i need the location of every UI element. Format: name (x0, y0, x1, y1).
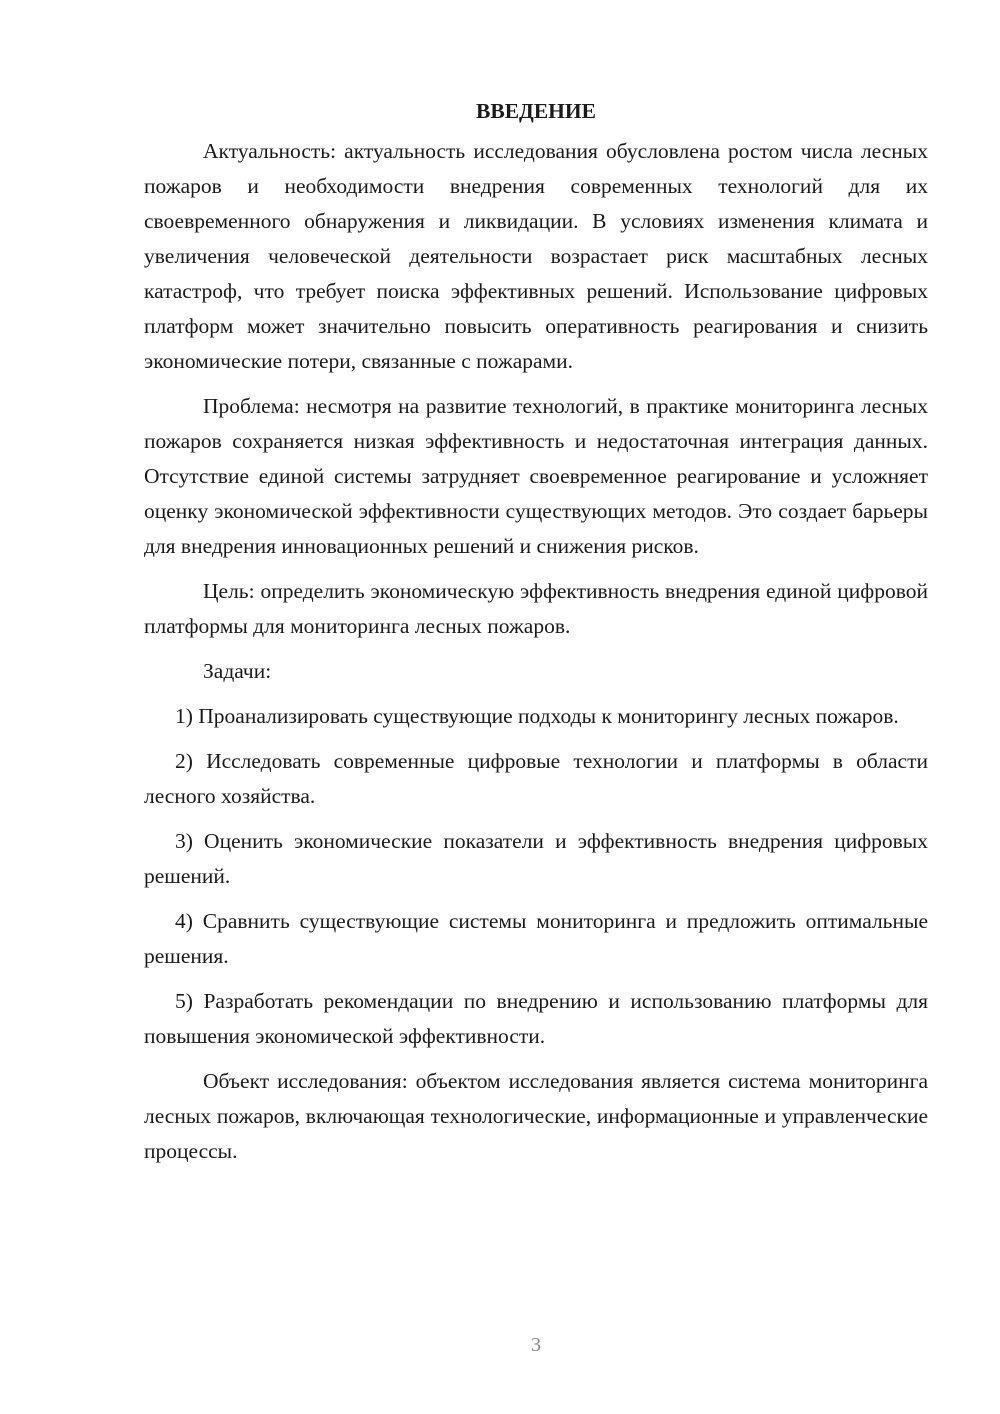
task-item-1: 1) Проанализировать существующие подходы к мониторингу лесных пожаров. (175, 704, 899, 728)
paragraph-relevance: Актуальность: актуальность исследования обусловлена ростом числа лесных пожаров и необходимости внедрения современных технологий для их своевременного обнаружения и ликвидации. В условиях изменения климата и увеличения человеческой деятельности возрастает риск масштабных лесных катастроф, что требует поиска эффективных решений. Использование цифровых платформ может значительно повысить оперативность реагирования и снизить экономические потери, связанные с пожарами. (144, 139, 928, 373)
task-item-4: 4) Сравнить существующие системы мониторинга и предложить оптимальные решения. (144, 909, 928, 968)
page-number: 3 (531, 1334, 541, 1356)
task-item-2: 2) Исследовать современные цифровые технологии и платформы в области лесного хозяйства. (144, 749, 928, 808)
task-item-3: 3) Оценить экономические показатели и эффективность внедрения цифровых решений. (144, 829, 928, 888)
paragraph-object: Объект исследования: объектом исследования является система мониторинга лесных пожаров, включающая технологические, информационные и управленческие процессы. (144, 1069, 928, 1163)
paragraph-problem: Проблема: несмотря на развитие технологий, в практике мониторинга лесных пожаров сохраняется низкая эффективность и недостаточная интеграция данных. Отсутствие единой системы затрудняет своевременное реагирование и усложняет оценку экономической эффективности существующих методов. Это создает барьеры для внедрения инновационных решений и снижения рисков. (144, 394, 928, 558)
task-item-5: 5) Разработать рекомендации по внедрению и использованию платформы для повышения экономической эффективности. (144, 989, 928, 1048)
paragraph-goal: Цель: определить экономическую эффективность внедрения единой цифровой платформы для мониторинга лесных пожаров. (144, 579, 928, 638)
document-page (144, 96, 928, 1179)
tasks-label: Задачи: (203, 659, 272, 683)
section-title: ВВЕДЕНИЕ (476, 99, 596, 123)
tasks-list (144, 699, 928, 1054)
